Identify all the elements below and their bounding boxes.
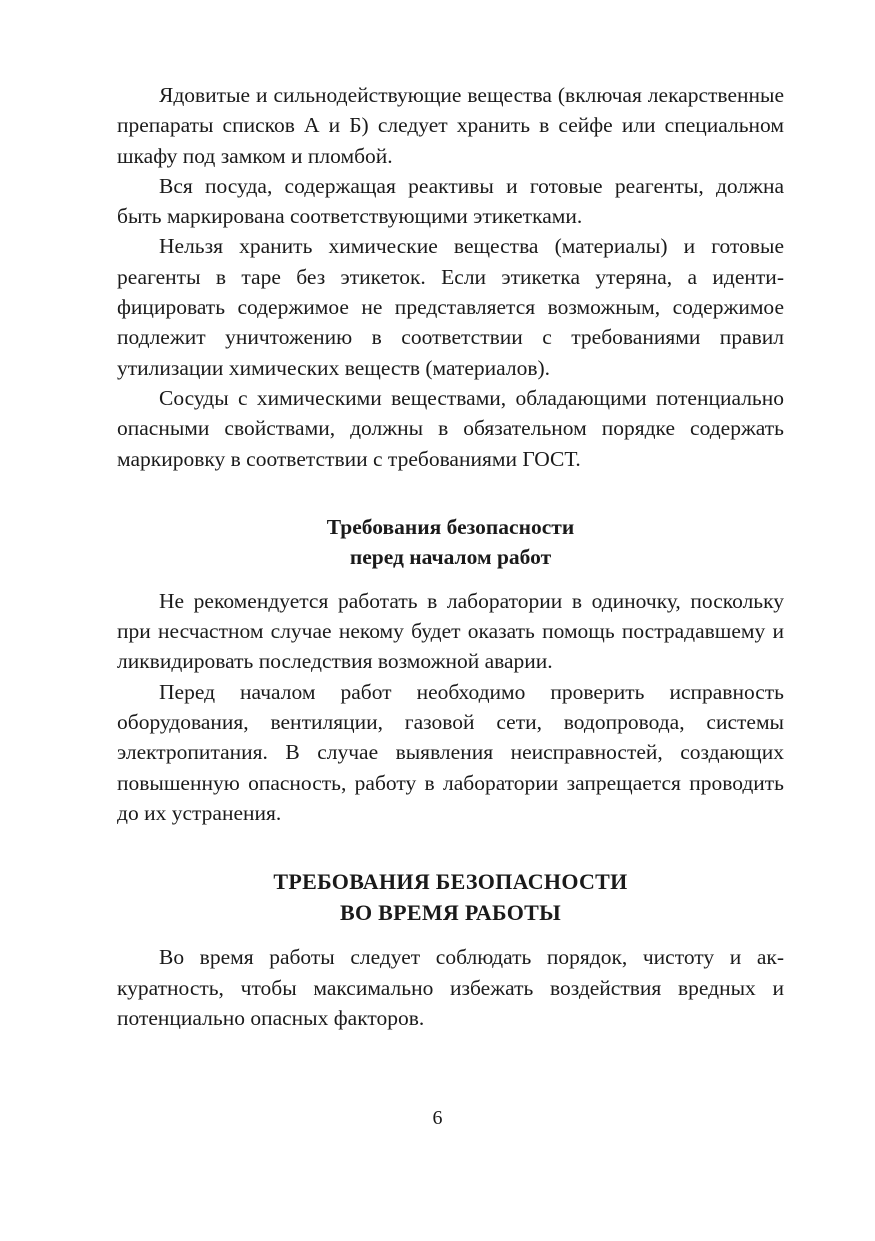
page-number: 6 — [432, 1107, 443, 1129]
page-body — [117, 80, 784, 1033]
heading-line: перед началом работ — [349, 544, 552, 569]
section-before-work — [117, 512, 784, 828]
paragraph-no-label-containers: Нельзя хранить химические вещества (материалы) и готовые реагенты в таре без этикеток. Если этикетка утеряна, а идентифицировать содержимое не представляется возможным, содержимое подлежит уничтожению в соответствии с требованиями правил утилизации химических веществ (материалов). — [117, 234, 784, 380]
heading-line: ВО ВРЕМЯ РАБОТЫ — [339, 900, 562, 926]
paragraph-hazard-marking: Сосуды с химическими веществами, обладающими потенциально опасными свойствами, должны в обязательном порядке содержать маркировку в соответствии с требованиями ГОСТ. — [117, 385, 784, 471]
section-before-work-heading — [117, 512, 784, 572]
heading-line: ТРЕБОВАНИЯ БЕЗОПАСНОСТИ — [273, 869, 628, 895]
section-during-work-heading — [117, 866, 784, 928]
paragraph-order-cleanliness: Во время работы следует соблюдать порядок, чистоту и аккуратность, чтобы максимально избежать воздействия вредных и потенциально опасных факторов. — [117, 945, 784, 1030]
paragraph-not-alone: Не рекомендуется работать в лаборатории в одиночку, поскольку при несчастном случае некому будет оказать помощь пострадавшему и ликвидировать последствия возможной аварии. — [117, 588, 784, 674]
paragraph-labeled-dishes: Вся посуда, содержащая реактивы и готовые реагенты, должна быть маркирована соответствующими этикетками. — [117, 173, 784, 229]
intro-block — [117, 80, 784, 474]
heading-line: Требования безопасности — [326, 514, 575, 539]
paragraph-check-equipment: Перед началом работ необходимо проверить исправность оборудования, вентиляции, газовой сети, водопровода, системы электропитания. В случае выявления неисправностей, создающих повышенную опасность, работу в лаборатории запрещается проводить до их устранения. — [117, 679, 784, 825]
paragraph-poisons-storage: Ядовитые и сильнодействующие вещества (включая лекарственные препараты списков А и Б) следует хранить в сейфе или специальном шкафу под замком и пломбой. — [117, 83, 784, 168]
section-during-work — [117, 866, 784, 1033]
